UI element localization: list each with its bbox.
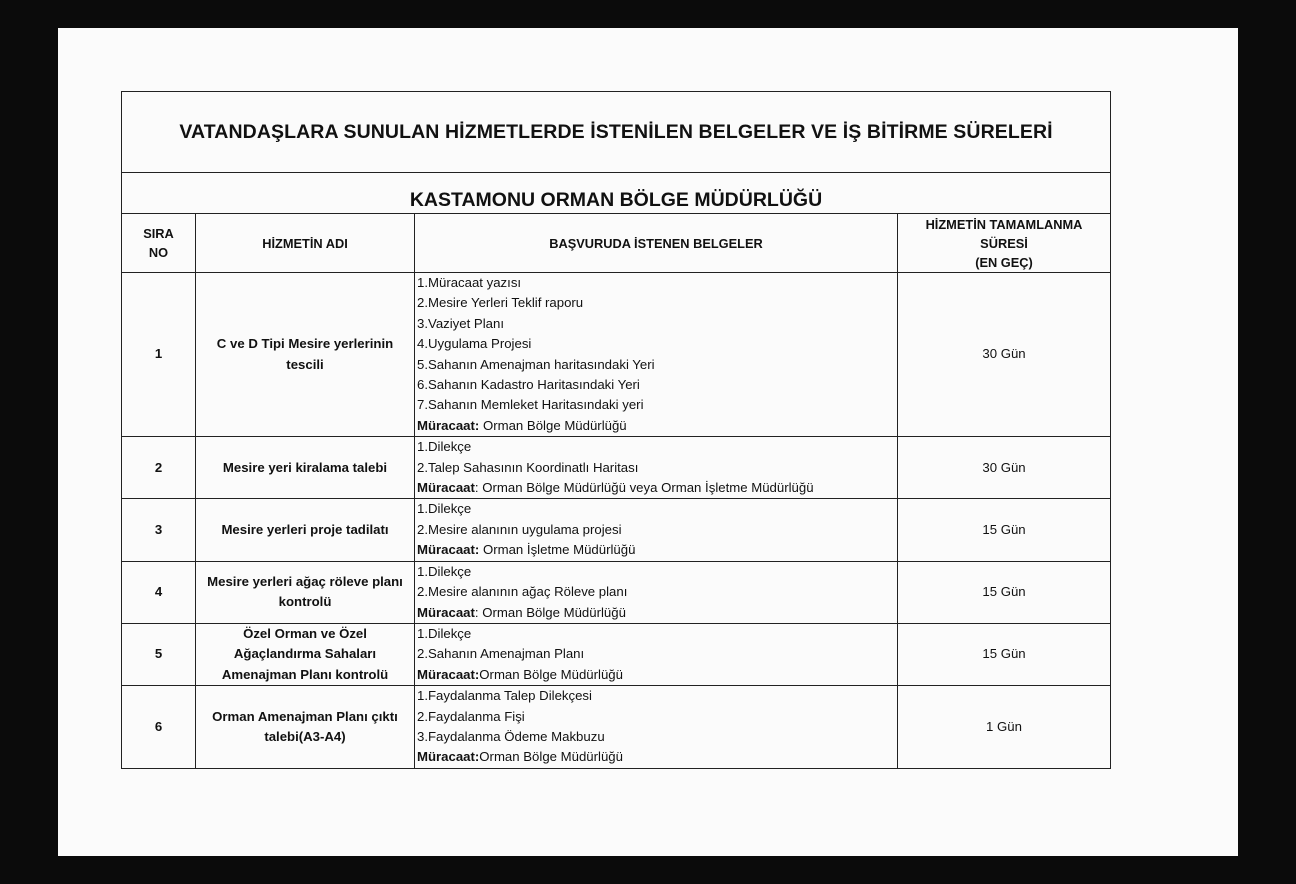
document-item: 3.Vaziyet Planı <box>417 315 504 331</box>
header-time-line1: HİZMETİN TAMAMLANMA <box>925 216 1083 232</box>
table-row <box>122 623 1110 685</box>
row-number: 3 <box>122 499 196 561</box>
document-item: 2.Sahanın Amenajman Planı <box>417 646 585 662</box>
header-sira-line1: SIRA <box>143 226 174 241</box>
document-item: 5.Sahanın Amenajman haritasındaki Yeri <box>417 356 655 372</box>
row-number: 4 <box>122 561 196 623</box>
document-item: 7.Sahanın Memleket Haritasındaki yeri <box>417 397 644 413</box>
application-label: Müracaat: <box>417 666 480 682</box>
header-completion-time <box>898 214 1111 273</box>
document-item: 6.Sahanın Kadastro Haritasındaki Yeri <box>417 377 640 393</box>
table-row <box>122 273 1110 437</box>
service-name: Mesire yeri kiralama talebi <box>196 437 415 499</box>
application-value: Orman Bölge Müdürlüğü <box>479 749 623 765</box>
application-value: : Orman Bölge Müdürlüğü <box>474 604 626 620</box>
service-name: Mesire yerleri ağaç röleve planı kontrolü <box>196 561 415 623</box>
table-header-row <box>122 214 1110 273</box>
document-item: 3.Faydalanma Ödeme Makbuzu <box>417 728 605 744</box>
header-sira-no <box>122 214 196 273</box>
document-item: 1.Dilekçe <box>417 625 472 641</box>
document-title: VATANDAŞLARA SUNULAN HİZMETLERDE İSTENİLEN BELGELER VE İŞ BİTİRME SÜRELERİ <box>122 92 1110 173</box>
application-label: Müracaat: <box>417 749 480 765</box>
application-office <box>417 416 895 436</box>
application-label: Müracaat: <box>417 417 480 433</box>
document-item: 1.Dilekçe <box>417 563 472 579</box>
service-name: Orman Amenajman Planı çıktı talebi(A3-A4) <box>196 686 415 768</box>
completion-time: 15 Gün <box>898 499 1111 561</box>
application-value: Orman İşletme Müdürlüğü <box>479 542 636 558</box>
document-item: 2.Mesire alanının ağaç Röleve planı <box>417 584 628 600</box>
row-number: 6 <box>122 686 196 768</box>
row-number: 5 <box>122 623 196 685</box>
table-row <box>122 686 1110 768</box>
organization-title: KASTAMONU ORMAN BÖLGE MÜDÜRLÜĞÜ <box>409 189 823 211</box>
application-value: : Orman Bölge Müdürlüğü veya Orman İşletme Müdürlüğü <box>474 480 814 496</box>
required-documents <box>415 437 898 499</box>
document-item: 2.Talep Sahasının Koordinatlı Haritası <box>417 459 639 475</box>
application-office <box>417 665 895 685</box>
application-office <box>417 747 895 767</box>
required-documents <box>415 561 898 623</box>
completion-time: 15 Gün <box>898 623 1111 685</box>
required-documents <box>415 499 898 561</box>
required-documents <box>415 273 898 437</box>
table-row <box>122 561 1110 623</box>
service-name: Özel Orman ve Özel Ağaçlandırma Sahaları Amenajman Planı kontrolü <box>196 623 415 685</box>
header-sira-line2: NO <box>148 245 169 260</box>
row-number: 1 <box>122 273 196 437</box>
completion-time: 30 Gün <box>898 437 1111 499</box>
table-body <box>122 273 1110 768</box>
application-value: Orman Bölge Müdürlüğü <box>479 666 623 682</box>
header-time-line3: (EN GEÇ) <box>975 254 1033 270</box>
service-name: Mesire yerleri proje tadilatı <box>196 499 415 561</box>
completion-time: 15 Gün <box>898 561 1111 623</box>
table-row <box>122 437 1110 499</box>
header-service-name: HİZMETİN ADI <box>196 214 415 273</box>
completion-time: 1 Gün <box>898 686 1111 768</box>
application-office <box>417 603 895 623</box>
application-label: Müracaat <box>417 604 475 620</box>
header-required-documents: BAŞVURUDA İSTENEN BELGELER <box>415 214 898 273</box>
application-office <box>417 478 895 498</box>
document-item: 1.Dilekçe <box>417 501 472 517</box>
document-item: 2.Mesire Yerleri Teklif raporu <box>417 295 584 311</box>
document-item: 2.Mesire alanının uygulama projesi <box>417 521 622 537</box>
document-item: 1.Müracaat yazısı <box>417 275 522 290</box>
header-time-line2: SÜRESİ <box>980 235 1028 251</box>
table-row <box>122 499 1110 561</box>
required-documents <box>415 686 898 768</box>
services-table <box>122 213 1110 768</box>
application-value: Orman Bölge Müdürlüğü <box>479 417 627 433</box>
document-item: 2.Faydalanma Fişi <box>417 708 525 724</box>
required-documents <box>415 623 898 685</box>
completion-time: 30 Gün <box>898 273 1111 437</box>
application-label: Müracaat: <box>417 542 480 558</box>
document-item: 1.Faydalanma Talep Dilekçesi <box>417 688 592 704</box>
application-office <box>417 540 895 560</box>
row-number: 2 <box>122 437 196 499</box>
services-document <box>121 91 1111 769</box>
service-name: C ve D Tipi Mesire yerlerinin tescili <box>196 273 415 437</box>
application-label: Müracaat <box>417 480 475 496</box>
document-item: 4.Uygulama Projesi <box>417 336 532 352</box>
document-item: 1.Dilekçe <box>417 439 472 455</box>
